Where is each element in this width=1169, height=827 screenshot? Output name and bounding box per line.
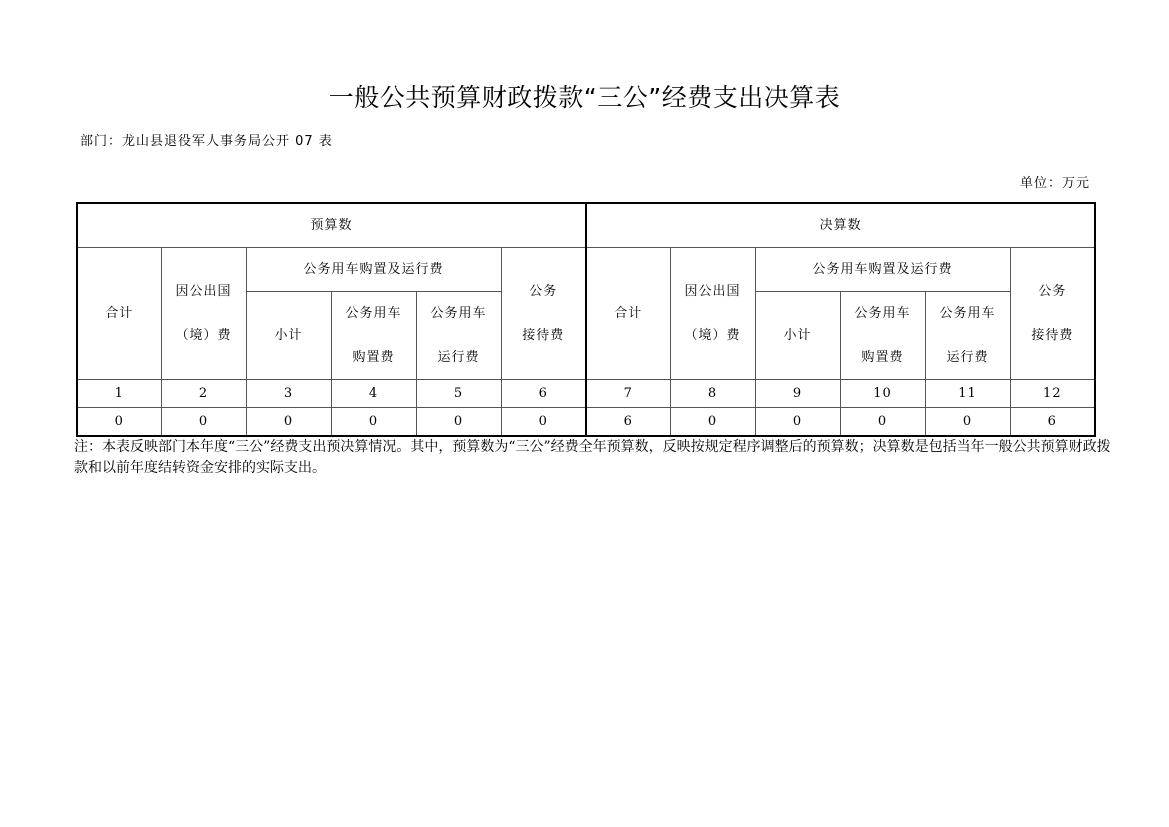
final-operation-header	[925, 292, 1010, 380]
column-number: 9	[755, 380, 840, 408]
expenditure-table	[76, 202, 1096, 437]
final-reception-line1: 公务	[1038, 283, 1067, 299]
value-cell: 0	[501, 408, 586, 437]
budget-abroad-header	[161, 248, 246, 380]
budget-reception-line1: 公务	[529, 283, 558, 299]
value-cell: 0	[77, 408, 161, 437]
final-vehicle-header: 公务用车购置及运行费	[755, 248, 1010, 292]
final-subtotal-header: 小计	[755, 292, 840, 380]
value-cell: 6	[586, 408, 670, 437]
budget-reception-header	[501, 248, 586, 380]
column-number: 12	[1010, 380, 1095, 408]
budget-abroad-line1: 因公出国	[175, 283, 232, 299]
value-cell: 0	[755, 408, 840, 437]
value-cell: 6	[1010, 408, 1095, 437]
budget-reception-line2: 接待费	[522, 327, 565, 343]
value-cell: 0	[331, 408, 416, 437]
department-label: 部门：龙山县退役军人事务局公开 07 表	[80, 134, 333, 149]
group-header-row	[77, 203, 1095, 248]
page-title: 一般公共预算财政拨款“三公”经费支出决算表	[328, 83, 841, 112]
final-abroad-line1: 因公出国	[684, 283, 741, 299]
column-number: 7	[586, 380, 670, 408]
budget-purchase-header	[331, 292, 416, 380]
final-purchase-line1: 公务用车	[854, 305, 911, 321]
column-number: 5	[416, 380, 501, 408]
unit-label: 单位：万元	[1019, 176, 1090, 191]
footnote: 注：本表反映部门本年度“三公”经费支出预决算情况。其中，预算数为“三公”经费全年预算数，反映按规定程序调整后的预算数；决算数是包括当年一般公共预算财政拨款和以前年度结转资金安排的实际支出。	[74, 439, 1111, 476]
budget-total-header: 合计	[77, 248, 161, 380]
final-operation-line2: 运行费	[946, 349, 989, 365]
column-number: 1	[77, 380, 161, 408]
column-number: 11	[925, 380, 1010, 408]
final-abroad-line2: （境）费	[684, 327, 741, 343]
value-cell: 0	[840, 408, 925, 437]
budget-purchase-line1: 公务用车	[345, 305, 402, 321]
budget-operation-line1: 公务用车	[430, 305, 487, 321]
column-number: 6	[501, 380, 586, 408]
final-total-header: 合计	[586, 248, 670, 380]
value-cell: 0	[161, 408, 246, 437]
column-header-row	[77, 248, 1095, 292]
value-cell: 0	[416, 408, 501, 437]
value-cell: 0	[246, 408, 331, 437]
budget-vehicle-header: 公务用车购置及运行费	[246, 248, 501, 292]
final-group-header: 决算数	[586, 203, 1095, 248]
column-number: 10	[840, 380, 925, 408]
budget-operation-line2: 运行费	[437, 349, 480, 365]
final-abroad-header	[670, 248, 755, 380]
budget-operation-header	[416, 292, 501, 380]
final-reception-line2: 接待费	[1031, 327, 1074, 343]
budget-abroad-line2: （境）费	[175, 327, 232, 343]
value-row	[77, 408, 1095, 437]
column-number: 2	[161, 380, 246, 408]
column-number: 3	[246, 380, 331, 408]
column-number-row	[77, 380, 1095, 408]
final-reception-header	[1010, 248, 1095, 380]
final-purchase-header	[840, 292, 925, 380]
column-number: 8	[670, 380, 755, 408]
budget-subtotal-header: 小计	[246, 292, 331, 380]
column-number: 4	[331, 380, 416, 408]
value-cell: 0	[925, 408, 1010, 437]
final-purchase-line2: 购置费	[861, 349, 904, 365]
budget-purchase-line2: 购置费	[352, 349, 395, 365]
value-cell: 0	[670, 408, 755, 437]
budget-group-header: 预算数	[77, 203, 586, 248]
final-operation-line1: 公务用车	[939, 305, 996, 321]
